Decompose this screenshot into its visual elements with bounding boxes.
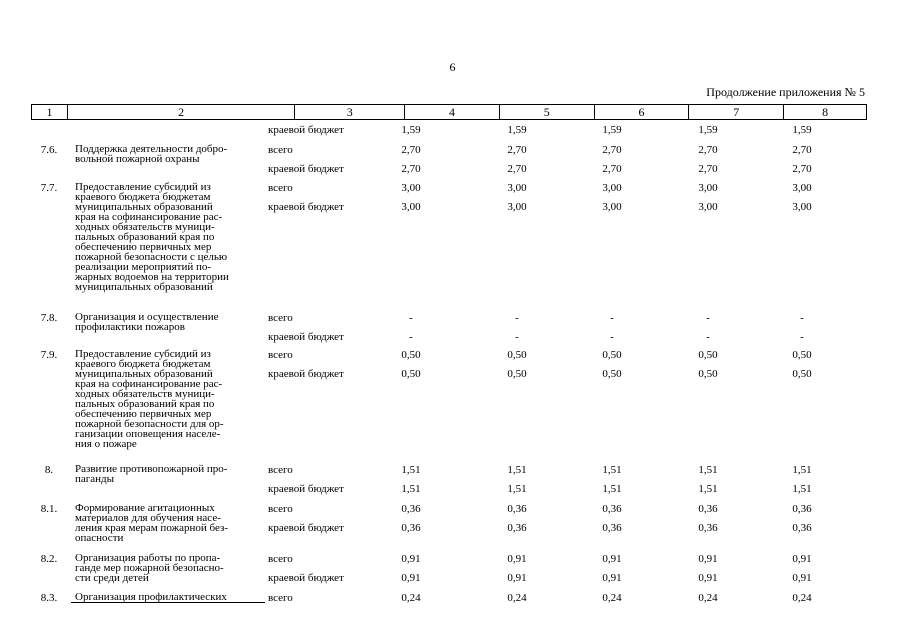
- header-col-5: 5: [500, 105, 595, 119]
- funding-source: краевой бюджет: [268, 201, 344, 213]
- value-cell: 0,50: [507, 368, 527, 380]
- value-cell: 0,91: [401, 553, 421, 565]
- value-cell: 0,91: [698, 553, 718, 565]
- row-name-line: края на софинансирование рас-: [75, 211, 223, 223]
- funding-source: всего: [268, 312, 293, 324]
- value-cell: 0,36: [401, 522, 421, 534]
- value-cell: 0,36: [401, 503, 421, 515]
- header-col-7: 7: [689, 105, 784, 119]
- header-col-1: 1: [32, 105, 68, 119]
- funding-source: краевой бюджет: [268, 572, 344, 584]
- value-cell: 1,51: [698, 464, 718, 476]
- row-name-line: пожарной безопасности с целью: [75, 251, 228, 263]
- row-name: [75, 503, 263, 543]
- row-name-line: Предоставление субсидий из: [75, 181, 211, 193]
- value-cell: 0,24: [507, 592, 527, 604]
- header-col-2: 2: [68, 105, 295, 119]
- row-name-line: ходных обязательств муници-: [75, 388, 215, 400]
- row-name-line: паганды: [75, 473, 115, 485]
- funding-source: всего: [268, 349, 293, 361]
- funding-source: краевой бюджет: [268, 522, 344, 534]
- value-cell: 2,70: [507, 163, 527, 175]
- funding-source: краевой бюджет: [268, 331, 344, 343]
- value-cell: 0,50: [698, 349, 718, 361]
- value-cell: 2,70: [698, 144, 718, 156]
- row-name: [75, 349, 263, 449]
- funding-source: всего: [268, 503, 293, 515]
- row-name-line: муниципальных образований: [75, 281, 213, 293]
- value-cell: 0,24: [792, 592, 812, 604]
- row-name-line: материалов для обучения насе-: [75, 512, 221, 524]
- value-cell: 1,51: [792, 464, 812, 476]
- value-cell: 2,70: [792, 144, 812, 156]
- value-cell: 2,70: [698, 163, 718, 175]
- value-cell: 0,91: [698, 572, 718, 584]
- value-cell: 0,91: [792, 572, 812, 584]
- value-cell: 3,00: [401, 182, 421, 194]
- row-name-line: пальных образований края по: [75, 231, 215, 243]
- value-cell: 0,50: [507, 349, 527, 361]
- value-cell: 1,59: [401, 124, 421, 136]
- value-cell: 3,00: [698, 201, 718, 213]
- row-name-line: края на софинансирование рас-: [75, 378, 223, 390]
- value-cell: -: [610, 312, 614, 324]
- row-name-line: краевого бюджета бюджетам: [75, 358, 211, 370]
- row-underline: [71, 602, 265, 603]
- value-cell: 2,70: [602, 144, 622, 156]
- row-number: 8.1.: [40, 503, 58, 515]
- value-cell: 1,51: [698, 483, 718, 495]
- value-cell: 1,51: [507, 464, 527, 476]
- value-cell: 0,50: [792, 349, 812, 361]
- value-cell: 0,36: [507, 522, 527, 534]
- value-cell: -: [409, 312, 413, 324]
- funding-source: всего: [268, 592, 293, 604]
- row-name-line: Поддержка деятельности добро-: [75, 143, 228, 155]
- value-cell: 0,36: [698, 522, 718, 534]
- row-name-line: муниципальных образований: [75, 368, 213, 380]
- row-name-line: реализации мероприятий по-: [75, 261, 212, 273]
- value-cell: 2,70: [507, 144, 527, 156]
- row-number: 7.8.: [40, 312, 58, 324]
- row-name-line: пожарной безопасности для ор-: [75, 418, 224, 430]
- table-header: [31, 104, 867, 120]
- row-name-line: Формирование агитационных: [75, 502, 215, 514]
- value-cell: -: [706, 331, 710, 343]
- value-cell: 0,50: [602, 349, 622, 361]
- value-cell: -: [515, 312, 519, 324]
- value-cell: 0,91: [507, 572, 527, 584]
- value-cell: 0,36: [698, 503, 718, 515]
- row-number: 8.3.: [40, 592, 58, 604]
- value-cell: 3,00: [792, 182, 812, 194]
- row-number: 8.2.: [40, 553, 58, 565]
- value-cell: 3,00: [507, 201, 527, 213]
- value-cell: 0,50: [792, 368, 812, 380]
- funding-source: краевой бюджет: [268, 483, 344, 495]
- row-name: [75, 464, 263, 484]
- value-cell: 0,24: [602, 592, 622, 604]
- value-cell: -: [800, 312, 804, 324]
- value-cell: -: [706, 312, 710, 324]
- funding-source: краевой бюджет: [268, 163, 344, 175]
- row-name: [75, 312, 263, 332]
- row-name-line: ганде мер пожарной безопасно-: [75, 562, 224, 574]
- row-name-line: жарных водоемов на территории: [75, 271, 229, 283]
- caption: Продолжение приложения № 5: [706, 85, 865, 99]
- value-cell: 1,59: [698, 124, 718, 136]
- value-cell: 1,51: [401, 464, 421, 476]
- row-name-line: ния о пожаре: [75, 438, 137, 450]
- value-cell: 0,36: [602, 503, 622, 515]
- value-cell: 0,24: [401, 592, 421, 604]
- value-cell: 0,91: [602, 572, 622, 584]
- row-name-line: краевого бюджета бюджетам: [75, 191, 211, 203]
- value-cell: 0,91: [602, 553, 622, 565]
- value-cell: 0,36: [792, 503, 812, 515]
- value-cell: -: [800, 331, 804, 343]
- value-cell: 2,70: [401, 163, 421, 175]
- row-name-line: опасности: [75, 532, 124, 544]
- funding-source: краевой бюджет: [268, 368, 344, 380]
- row-name-line: Предоставление субсидий из: [75, 348, 211, 360]
- funding-source: всего: [268, 144, 293, 156]
- value-cell: 3,00: [602, 182, 622, 194]
- value-cell: 1,59: [507, 124, 527, 136]
- row-name: [75, 592, 263, 602]
- funding-source: всего: [268, 182, 293, 194]
- value-cell: 0,50: [698, 368, 718, 380]
- row-name: [75, 553, 263, 583]
- value-cell: 3,00: [401, 201, 421, 213]
- header-col-3: 3: [295, 105, 405, 119]
- row-name-line: муниципальных образований: [75, 201, 213, 213]
- funding-source: всего: [268, 464, 293, 476]
- value-cell: 0,91: [507, 553, 527, 565]
- page-number: 6: [449, 60, 456, 74]
- value-cell: 2,70: [792, 163, 812, 175]
- value-cell: 0,50: [401, 368, 421, 380]
- row-name-line: Организация работы по пропа-: [75, 552, 221, 564]
- row-name-line: Организация профилактических: [75, 591, 227, 603]
- value-cell: 0,50: [401, 349, 421, 361]
- row-name-line: обеспечению первичных мер: [75, 408, 212, 420]
- header-col-8: 8: [822, 105, 829, 119]
- value-cell: 2,70: [602, 163, 622, 175]
- value-cell: 1,51: [507, 483, 527, 495]
- value-cell: 1,51: [602, 483, 622, 495]
- value-cell: 1,51: [401, 483, 421, 495]
- value-cell: 0,36: [507, 503, 527, 515]
- row-name-line: обеспечению первичных мер: [75, 241, 212, 253]
- value-cell: 3,00: [792, 201, 812, 213]
- row-name-line: ления края мерам пожарной без-: [75, 522, 229, 534]
- row-name-line: пальных образований края по: [75, 398, 215, 410]
- funding-source: краевой бюджет: [268, 124, 344, 136]
- value-cell: 1,59: [792, 124, 812, 136]
- row-name-line: Организация и осуществление: [75, 311, 219, 323]
- value-cell: 1,59: [602, 124, 622, 136]
- value-cell: 0,50: [602, 368, 622, 380]
- value-cell: 0,36: [792, 522, 812, 534]
- value-cell: -: [515, 331, 519, 343]
- row-name-line: ганизации оповещения населе-: [75, 428, 221, 440]
- row-number: 7.6.: [40, 144, 58, 156]
- row-name: [75, 182, 263, 292]
- row-name: [75, 144, 263, 164]
- value-cell: 0,91: [792, 553, 812, 565]
- header-col-6: 6: [595, 105, 690, 119]
- row-name-line: профилактики пожаров: [75, 321, 185, 333]
- row-number: 7.9.: [40, 349, 58, 361]
- row-name-line: Развитие противопожарной про-: [75, 463, 228, 475]
- value-cell: 1,51: [792, 483, 812, 495]
- value-cell: 1,51: [602, 464, 622, 476]
- value-cell: 2,70: [401, 144, 421, 156]
- row-number: 8.: [44, 464, 54, 476]
- row-name-line: ходных обязательств муници-: [75, 221, 215, 233]
- value-cell: 3,00: [698, 182, 718, 194]
- value-cell: 3,00: [507, 182, 527, 194]
- value-cell: 0,91: [401, 572, 421, 584]
- row-name-line: сти среди детей: [75, 572, 149, 584]
- value-cell: 0,36: [602, 522, 622, 534]
- value-cell: -: [610, 331, 614, 343]
- row-name-line: вольной пожарной охраны: [75, 153, 200, 165]
- value-cell: 3,00: [602, 201, 622, 213]
- value-cell: 0,24: [698, 592, 718, 604]
- funding-source: всего: [268, 553, 293, 565]
- header-col-4: 4: [405, 105, 500, 119]
- row-number: 7.7.: [40, 182, 58, 194]
- value-cell: -: [409, 331, 413, 343]
